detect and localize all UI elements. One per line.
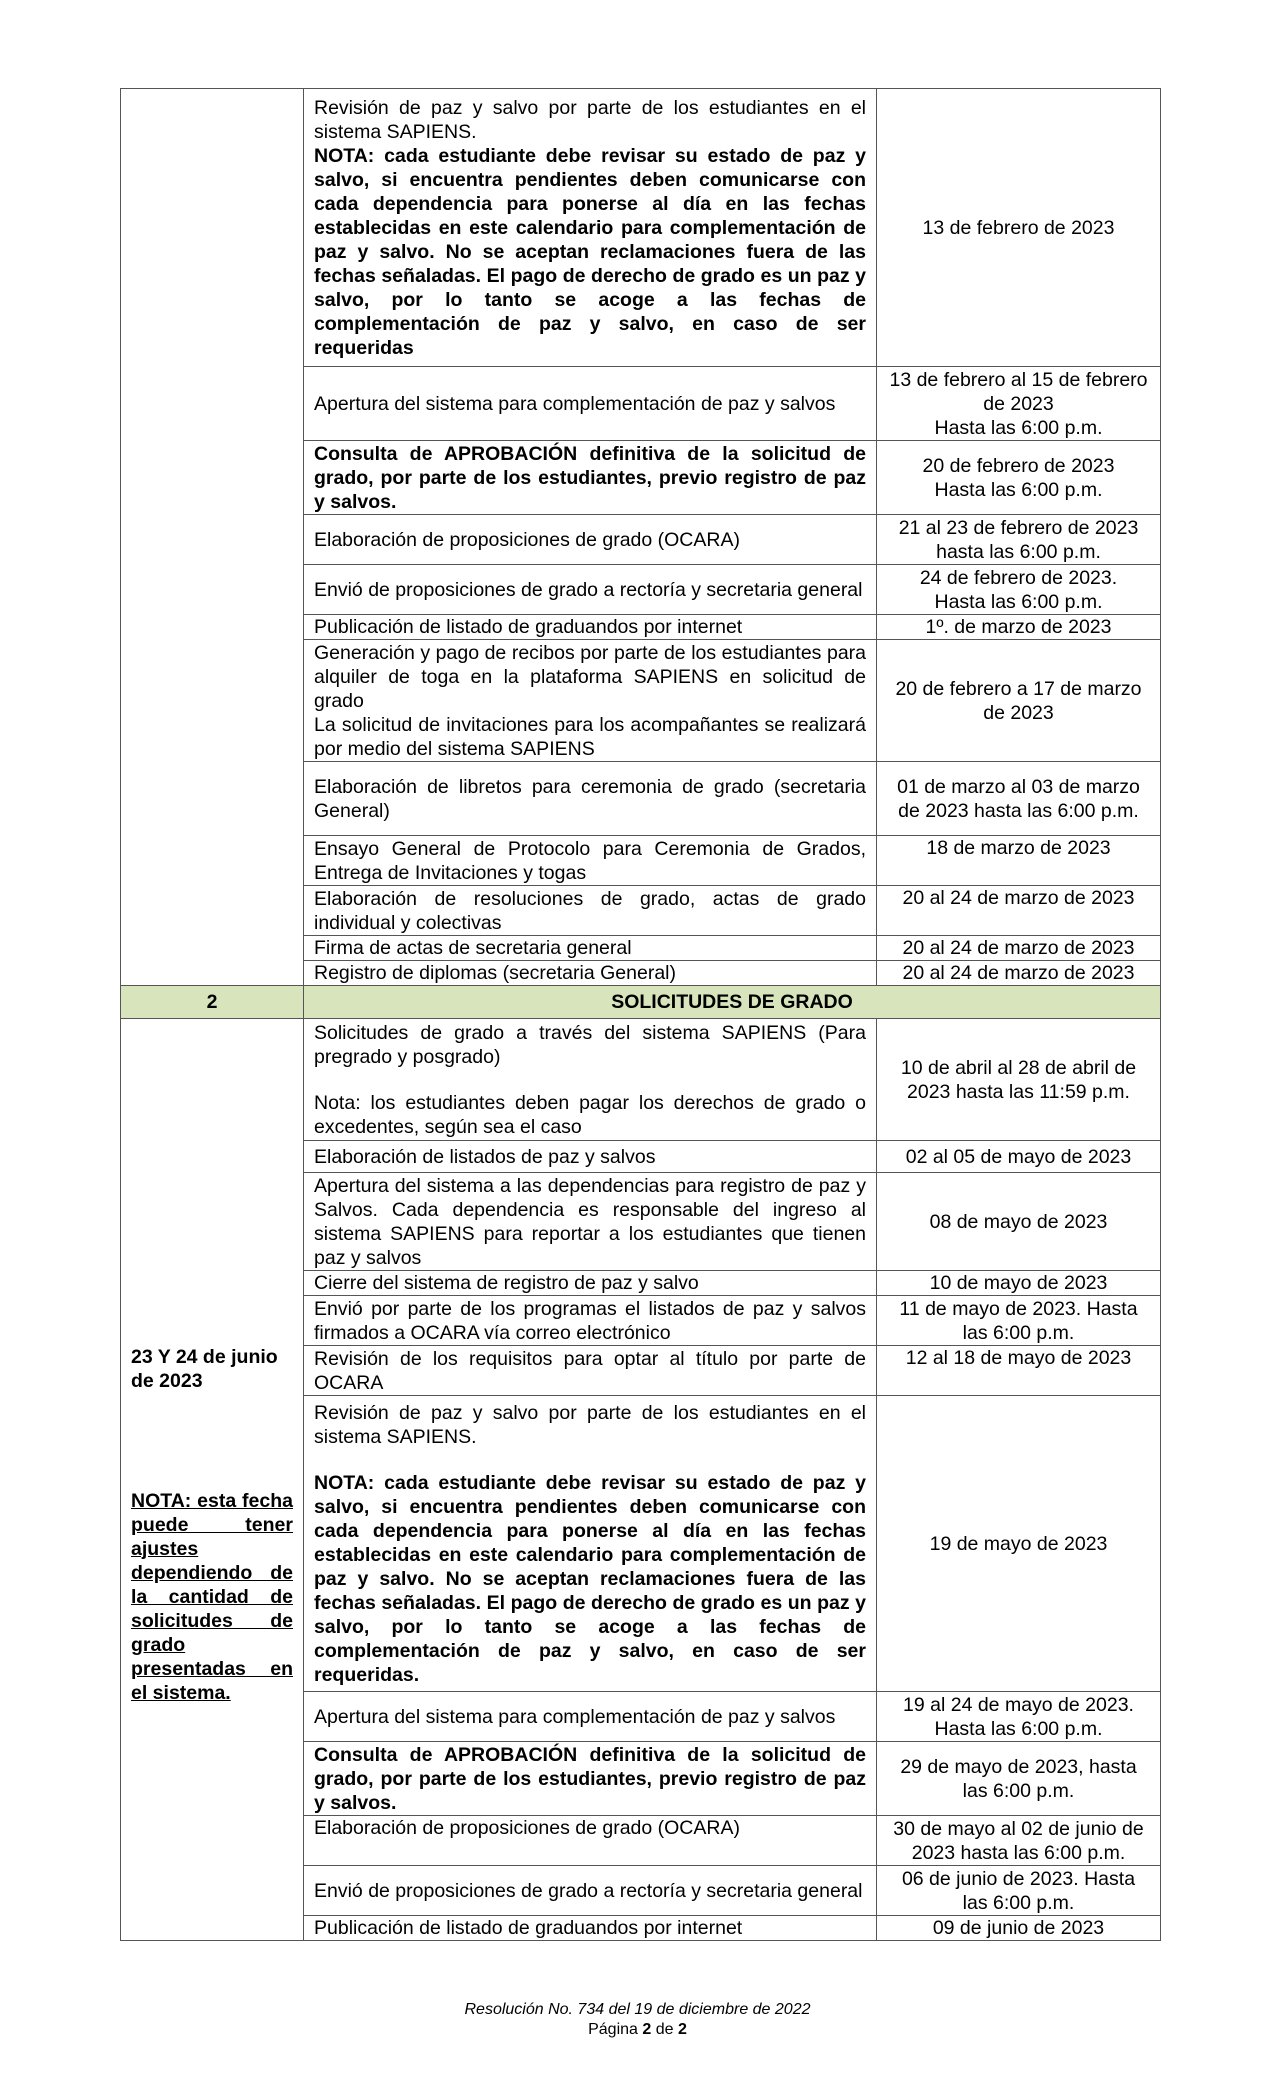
date-cell: 08 de mayo de 2023: [877, 1173, 1161, 1271]
activity-cell: Elaboración de resoluciones de grado, actas de grado individual y colectivas: [304, 886, 877, 936]
date-cell: 19 de mayo de 2023: [877, 1396, 1161, 1692]
section-number: 2: [121, 986, 304, 1019]
left-empty-cell: [121, 89, 304, 986]
date-cell: 12 al 18 de mayo de 2023: [877, 1346, 1161, 1396]
date-cell: 18 de marzo de 2023: [877, 836, 1161, 886]
date-cell: 10 de mayo de 2023: [877, 1271, 1161, 1296]
date-cell: 13 de febrero al 15 de febrero de 2023 Hasta las 6:00 p.m.: [877, 367, 1161, 441]
date-cell: 21 al 23 de febrero de 2023 hasta las 6:00 p.m.: [877, 515, 1161, 565]
ceremony-date-note: NOTA: esta fecha puede tener ajustes dependiendo de la cantidad de solicitudes de grado presentadas en el sistema.: [131, 1489, 293, 1704]
activity-cell: Envió por parte de los programas el listados de paz y salvos firmados a OCARA vía correo electrónico: [304, 1296, 877, 1346]
activity-cell: Apertura del sistema para complementación de paz y salvos: [304, 1692, 877, 1742]
activity-cell: Cierre del sistema de registro de paz y salvo: [304, 1271, 877, 1296]
activity-cell: Apertura del sistema a las dependencias para registro de paz y Salvos. Cada dependencia es responsable del ingreso al sistema SAPIENS para reportar a los estudiantes que tienen paz y salvos: [304, 1173, 877, 1271]
date-cell: 02 al 05 de mayo de 2023: [877, 1141, 1161, 1173]
activity-cell: Elaboración de libretos para ceremonia de grado (secretaria General): [304, 762, 877, 836]
activity-cell: Revisión de paz y salvo por parte de los estudiantes en el sistema SAPIENS. NOTA: cada estudiante debe revisar su estado de paz y salvo, si encuentra pendientes deben comunicarse con cada dependencia para ponerse al día en las fechas establecidas en este calendario para complementación de paz y salvo. No se aceptan reclamaciones fuera de las fechas señaladas. El pago de derecho de grado es un paz y salvo, por lo tanto se acoge a las fechas de complementación de paz y salvo, en caso de ser requeridas.: [304, 1396, 877, 1692]
activity-cell: Solicitudes de grado a través del sistema SAPIENS (Para pregrado y posgrado) Nota: los estudiantes deben pagar los derechos de grado o excedentes, según sea el caso: [304, 1019, 877, 1141]
section-header-row: [121, 986, 1161, 1019]
date-cell: 20 al 24 de marzo de 2023: [877, 886, 1161, 936]
footer-page-number: Página 2 de 2: [588, 2021, 687, 2038]
activity-cell: Elaboración de listados de paz y salvos: [304, 1141, 877, 1173]
activity-cell: Publicación de listado de graduandos por internet: [304, 615, 877, 640]
date-cell: 06 de junio de 2023. Hasta las 6:00 p.m.: [877, 1866, 1161, 1916]
date-cell: 10 de abril al 28 de abril de 2023 hasta las 11:59 p.m.: [877, 1019, 1161, 1141]
calendar-table: [120, 88, 1161, 1941]
activity-note: NOTA: cada estudiante debe revisar su estado de paz y salvo, si encuentra pendientes deben comunicarse con cada dependencia para ponerse al día en las fechas establecidas en este calendario para complementación de paz y salvo. No se aceptan reclamaciones fuera de las fechas señaladas. El pago de derecho de grado es un paz y salvo, por lo tanto se acoge a las fechas de complementación de paz y salvo, en caso de ser requeridas: [314, 144, 866, 359]
activity-cell: Envió de proposiciones de grado a rectoría y secretaria general: [304, 1866, 877, 1916]
section-title: SOLICITUDES DE GRADO: [304, 986, 1161, 1019]
activity-cell: Elaboración de proposiciones de grado (OCARA): [304, 1816, 877, 1866]
activity-cell: Apertura del sistema para complementación de paz y salvos: [304, 367, 877, 441]
date-cell: 29 de mayo de 2023, hasta las 6:00 p.m.: [877, 1742, 1161, 1816]
date-cell: 24 de febrero de 2023. Hasta las 6:00 p.m.: [877, 565, 1161, 615]
table-row: [121, 89, 1161, 367]
date-cell: 30 de mayo al 02 de junio de 2023 hasta las 6:00 p.m.: [877, 1816, 1161, 1866]
date-cell: 01 de marzo al 03 de marzo de 2023 hasta las 6:00 p.m.: [877, 762, 1161, 836]
date-cell: 20 de febrero a 17 de marzo de 2023: [877, 640, 1161, 762]
date-cell: 20 de febrero de 2023 Hasta las 6:00 p.m.: [877, 441, 1161, 515]
activity-cell: Ensayo General de Protocolo para Ceremonia de Grados, Entrega de Invitaciones y togas: [304, 836, 877, 886]
activity-cell: Elaboración de proposiciones de grado (OCARA): [304, 515, 877, 565]
activity-cell: Publicación de listado de graduandos por internet: [304, 1916, 877, 1941]
date-cell: 20 al 24 de marzo de 2023: [877, 936, 1161, 961]
date-cell: 20 al 24 de marzo de 2023: [877, 961, 1161, 986]
ceremony-date-cell: [121, 1019, 304, 1941]
activity-cell: Generación y pago de recibos por parte de los estudiantes para alquiler de toga en la plataforma SAPIENS en solicitud de grado La solicitud de invitaciones para los acompañantes se realizará por medio del sistema SAPIENS: [304, 640, 877, 762]
activity-cell: Envió de proposiciones de grado a rectoría y secretaria general: [304, 565, 877, 615]
activity-cell: Registro de diplomas (secretaria General): [304, 961, 877, 986]
activity-cell: Revisión de los requisitos para optar al título por parte de OCARA: [304, 1346, 877, 1396]
date-cell: 09 de junio de 2023: [877, 1916, 1161, 1941]
activity-cell: Consulta de APROBACIÓN definitiva de la solicitud de grado, por parte de los estudiantes, previo registro de paz y salvos.: [304, 1742, 877, 1816]
date-cell: 19 al 24 de mayo de 2023. Hasta las 6:00 p.m.: [877, 1692, 1161, 1742]
table-row: [121, 1019, 1161, 1141]
activity-cell: Revisión de paz y salvo por parte de los estudiantes en el sistema SAPIENS. NOTA: cada estudiante debe revisar su estado de paz y salvo, si encuentra pendientes deben comunicarse con cada dependencia para ponerse al día en las fechas establecidas en este calendario para complementación de paz y salvo. No se aceptan reclamaciones fuera de las fechas señaladas. El pago de derecho de grado es un paz y salvo, por lo tanto se acoge a las fechas de complementación de paz y salvo, en caso de ser requeridas: [304, 89, 877, 367]
activity-cell: Firma de actas de secretaria general: [304, 936, 877, 961]
footer-resolution: Resolución No. 734 del 19 de diciembre de 2022: [464, 2001, 811, 2018]
activity-note: NOTA: cada estudiante debe revisar su estado de paz y salvo, si encuentra pendientes deben comunicarse con cada dependencia para ponerse al día en las fechas establecidas en este calendario para complementación de paz y salvo. No se aceptan reclamaciones fuera de las fechas señaladas. El pago de derecho de grado es un paz y salvo, por lo tanto se acoge a las fechas de complementación de paz y salvo, en caso de ser requeridas.: [314, 1471, 866, 1686]
date-cell: 11 de mayo de 2023. Hasta las 6:00 p.m.: [877, 1296, 1161, 1346]
activity-cell: Consulta de APROBACIÓN definitiva de la solicitud de grado, por parte de los estudiantes, previo registro de paz y salvos.: [304, 441, 877, 515]
date-cell: 1º. de marzo de 2023: [877, 615, 1161, 640]
date-cell: 13 de febrero de 2023: [877, 89, 1161, 367]
ceremony-date: 23 Y 24 de junio de 2023: [131, 1345, 278, 1392]
